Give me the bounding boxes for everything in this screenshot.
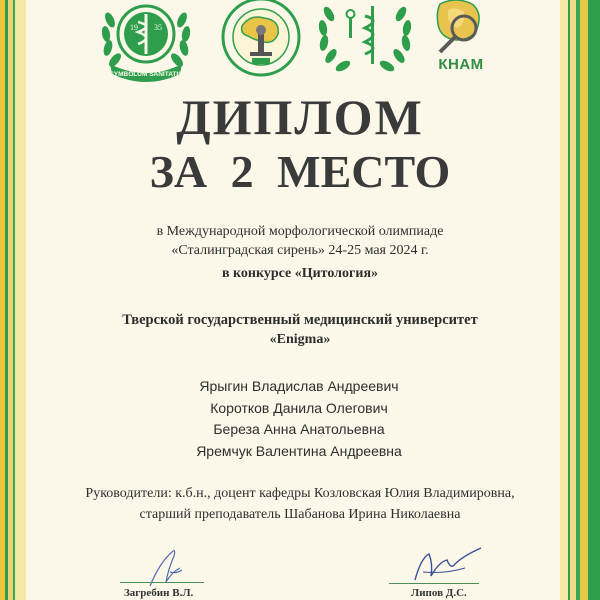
symbolum-sanitatis-logo xyxy=(96,0,196,86)
logo1-year-left: 19 xyxy=(130,23,138,32)
left-signature-line xyxy=(120,582,204,583)
diploma-title: ДИПЛОМ xyxy=(176,89,424,145)
medical-emblem-logo xyxy=(315,0,415,80)
olympiad-line: в Международной морфологической олимпиаде xyxy=(156,224,444,239)
team-member: Ярыгин Владислав Андреевич xyxy=(199,378,399,394)
team-members-list xyxy=(0,376,600,462)
logo1-year-right: 35 xyxy=(154,23,162,32)
team-member: Береза Анна Анатольевна xyxy=(213,421,385,437)
right-signature xyxy=(385,540,505,600)
university-name: Тверской государственный медицинский университет xyxy=(122,312,478,328)
logos-row xyxy=(60,0,530,82)
right-signature-scribble xyxy=(385,540,505,588)
left-signatory-name: Загребин В.Л. xyxy=(124,587,194,599)
leaders-line-1: Руководители: к.б.н., доцент кафедры Козловская Юлия Владимировна, xyxy=(85,486,515,501)
logo1-ribbon-text: SYMBOLUM SANITATIS xyxy=(109,71,183,78)
place-title: ЗА 2 МЕСТО xyxy=(149,146,451,197)
kham-logo-text: КНАМ xyxy=(438,56,484,73)
left-signature xyxy=(110,542,230,600)
team-member: Коротков Данила Олегович xyxy=(210,399,388,416)
team-name: «Enigma» xyxy=(269,332,331,347)
event-line: «Сталинградская сирень» 24-25 мая 2024 г. xyxy=(171,243,429,258)
kham-logo xyxy=(426,0,496,73)
contest-line: в конкурсе «Цитология» xyxy=(221,266,379,281)
right-signatory-name: Липов Д.С. xyxy=(411,587,467,599)
volgograd-university-logo xyxy=(220,0,302,78)
leaders-line-2: старший преподаватель Шабанова Ирина Николаевна xyxy=(139,507,461,522)
team-member: Яремчук Валентина Андреевна xyxy=(196,442,402,459)
right-signature-line xyxy=(389,583,479,584)
